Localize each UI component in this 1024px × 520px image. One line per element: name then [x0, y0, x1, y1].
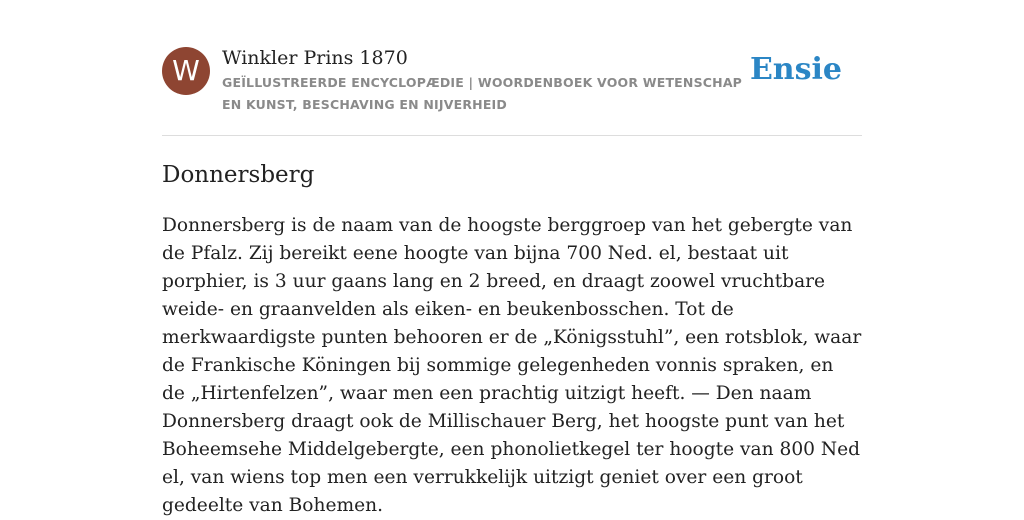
entry-title: Donnersberg [162, 162, 315, 188]
source-header [162, 0, 862, 136]
source-avatar[interactable]: W [162, 47, 210, 95]
source-info [222, 44, 762, 116]
page-content [162, 0, 862, 516]
source-title[interactable]: Winkler Prins 1870 [222, 47, 408, 69]
brand-logo[interactable]: Ensie [749, 52, 842, 87]
source-subtitle: GEÏLLUSTREERDE ENCYCLOPÆDIE | WOORDENBOEK VOOR WETENSCHAP EN KUNST, BESCHAVING EN NIJVERHEID [222, 75, 743, 112]
entry-body: Donnersberg is de naam van de hoogste berggroep van het gebergte van de Pfalz. Zij bereikt eene hoogte van bijna 700 Ned. el, bestaat uit porphier, is 3 uur gaans lang en 2 breed, en draagt zoowel vruchtbare weide- en graanvelden als eiken- en beukenbosschen. Tot de merkwaardigste punten behooren er de „Königsstuhl”, een rotsblok, waar de Frankische Köningen bij sommige gelegenheden vonnis spraken, en de „Hirtenfelzen”, waar men een prachtig uitzigt heeft. — Den naam Donnersberg draagt ook de Millischauer Berg, het hoogste punt van het Boheemsehe Middelgebergte, een phonolietkegel ter hoogte van 800 Ned el, van wiens top men een verrukkelijk uitzigt geniet over een groot gedeelte van Bohemen. [162, 215, 862, 516]
